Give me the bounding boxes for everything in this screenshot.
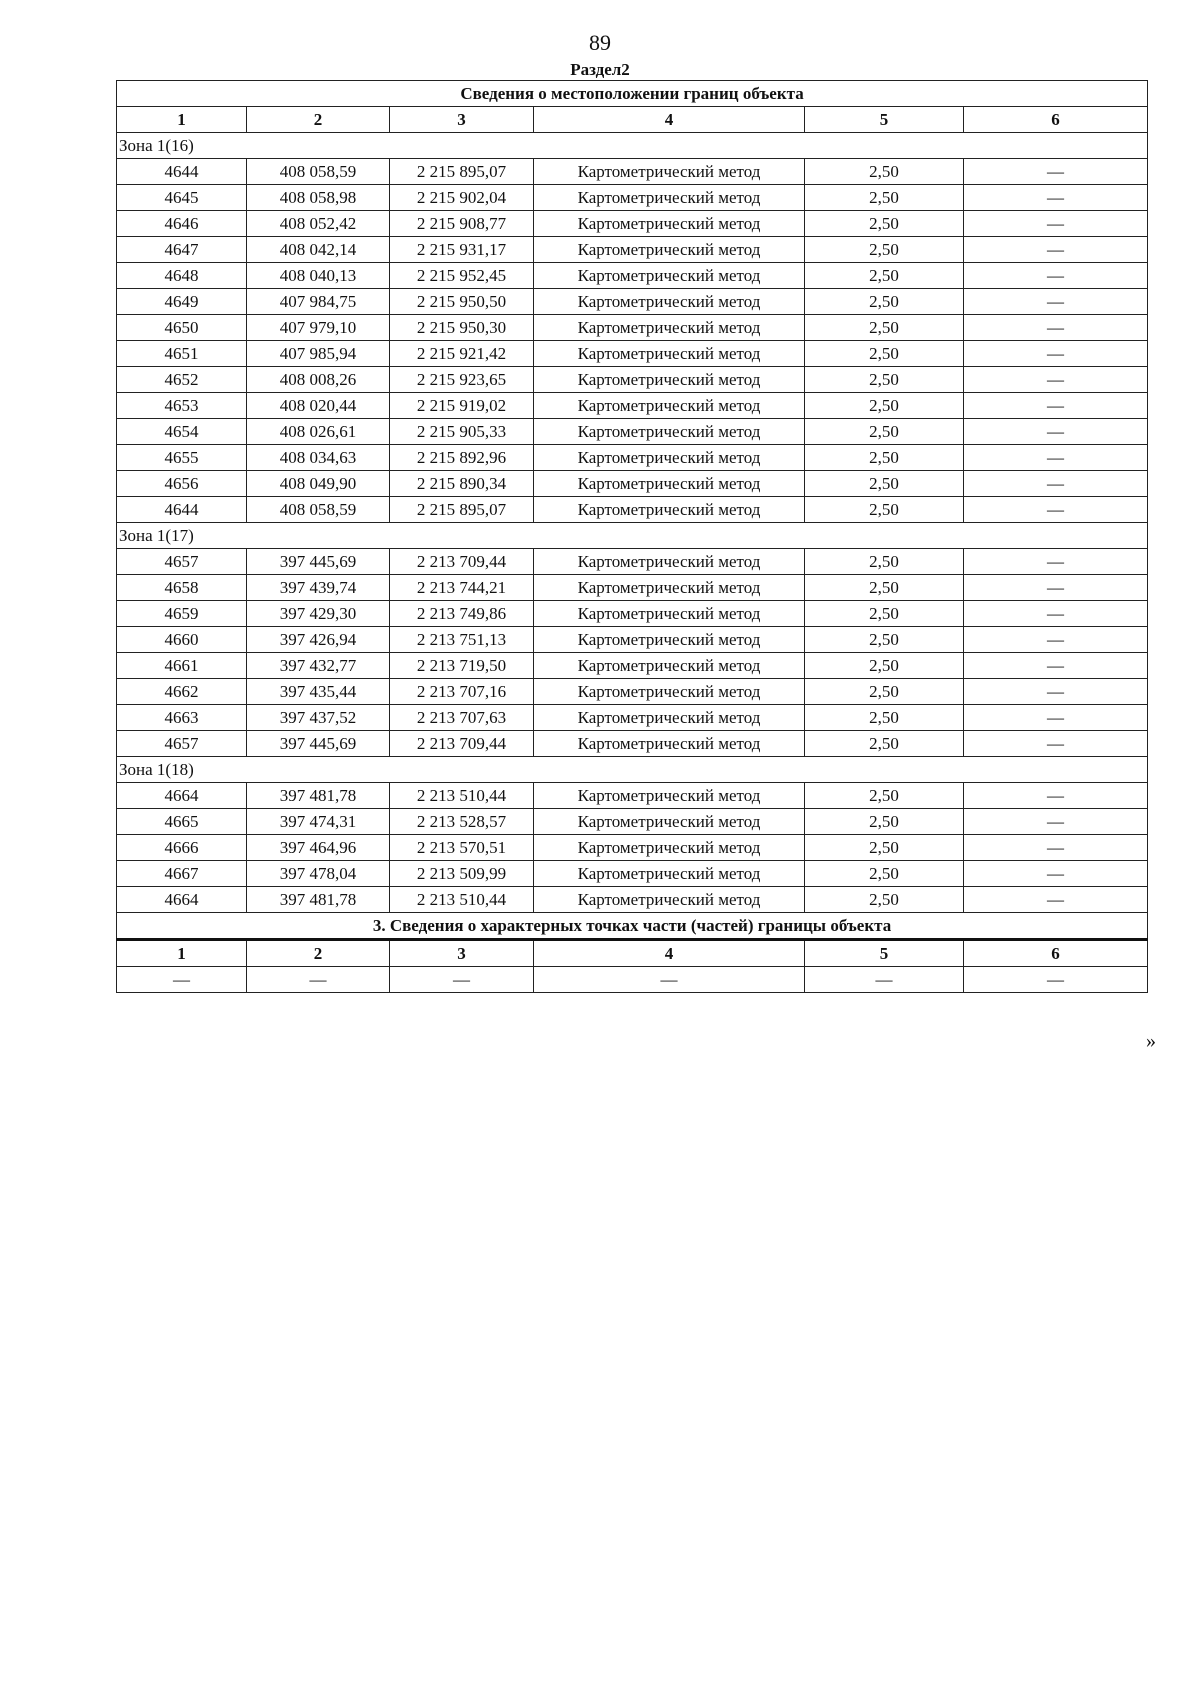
table-cell: 2,50 — [805, 393, 964, 419]
table-cell: — — [964, 601, 1148, 627]
table-cell: Картометрический метод — [534, 341, 805, 367]
table-cell: 4647 — [117, 237, 247, 263]
table-cell: 407 979,10 — [247, 315, 390, 341]
table-row — [117, 367, 1148, 393]
table-cell: Картометрический метод — [534, 419, 805, 445]
table-cell: Картометрический метод — [534, 471, 805, 497]
table-cell: — — [964, 705, 1148, 731]
table-cell: — — [964, 967, 1148, 993]
table-cell: 2,50 — [805, 471, 964, 497]
table-cell: 4652 — [117, 367, 247, 393]
table-cell: 407 984,75 — [247, 289, 390, 315]
table-cell: 397 435,44 — [247, 679, 390, 705]
table-cell: Картометрический метод — [534, 393, 805, 419]
table-cell: 408 020,44 — [247, 393, 390, 419]
table-cell: 2 215 890,34 — [390, 471, 534, 497]
table-cell: 4649 — [117, 289, 247, 315]
table-cell: 2 213 749,86 — [390, 601, 534, 627]
table-row — [117, 263, 1148, 289]
table-cell: 4656 — [117, 471, 247, 497]
table-cell: 397 481,78 — [247, 887, 390, 913]
table-cell: 397 432,77 — [247, 653, 390, 679]
table-cell: 408 058,98 — [247, 185, 390, 211]
boundary-table-body — [117, 81, 1148, 993]
table-cell: 2,50 — [805, 185, 964, 211]
table-cell: — — [964, 627, 1148, 653]
table-cell: 397 474,31 — [247, 809, 390, 835]
table-cell: — — [964, 393, 1148, 419]
table-cell: — — [964, 185, 1148, 211]
table-cell: — — [964, 159, 1148, 185]
table-cell: 2 213 709,44 — [390, 549, 534, 575]
table-cell: 4665 — [117, 809, 247, 835]
table-cell: 408 049,90 — [247, 471, 390, 497]
table-cell: — — [964, 497, 1148, 523]
table-cell: 2,50 — [805, 627, 964, 653]
table-cell: 4654 — [117, 419, 247, 445]
table-row — [117, 575, 1148, 601]
table-cell: 2,50 — [805, 887, 964, 913]
table-cell: 2,50 — [805, 575, 964, 601]
column-header: 3 — [390, 107, 534, 133]
table-cell: 397 464,96 — [247, 835, 390, 861]
table-cell: 408 052,42 — [247, 211, 390, 237]
table-cell: 408 034,63 — [247, 445, 390, 471]
table-cell: 2,50 — [805, 211, 964, 237]
zone-row — [117, 523, 1148, 549]
table-cell: 397 481,78 — [247, 783, 390, 809]
table-cell: Картометрический метод — [534, 367, 805, 393]
zone-row — [117, 757, 1148, 783]
boundary-table — [116, 80, 1148, 993]
table-cell: — — [117, 967, 247, 993]
table-cell: Картометрический метод — [534, 679, 805, 705]
table-cell: — — [964, 887, 1148, 913]
table-row — [117, 967, 1148, 993]
table-cell: 2 215 895,07 — [390, 497, 534, 523]
table-cell: 408 042,14 — [247, 237, 390, 263]
closing-quote-mark: » — [1146, 1030, 1156, 1052]
table-row — [117, 289, 1148, 315]
table-cell: — — [964, 289, 1148, 315]
table-cell: Картометрический метод — [534, 653, 805, 679]
table-cell: 2,50 — [805, 549, 964, 575]
table-cell: 4657 — [117, 731, 247, 757]
table-cell: — — [964, 809, 1148, 835]
table-cell: — — [964, 367, 1148, 393]
table-cell: 397 445,69 — [247, 731, 390, 757]
table-cell: Картометрический метод — [534, 835, 805, 861]
table-cell: 2,50 — [805, 367, 964, 393]
table-cell: 2,50 — [805, 679, 964, 705]
table-cell: 4645 — [117, 185, 247, 211]
table-cell: Картометрический метод — [534, 575, 805, 601]
table-cell: 2 213 709,44 — [390, 731, 534, 757]
table-cell: 2,50 — [805, 419, 964, 445]
table-cell: 4664 — [117, 887, 247, 913]
table-cell: 2 213 570,51 — [390, 835, 534, 861]
table-cell: 2,50 — [805, 809, 964, 835]
table-cell: 2 213 528,57 — [390, 809, 534, 835]
table-cell: — — [964, 315, 1148, 341]
table-cell: — — [247, 967, 390, 993]
column-header: 3 — [390, 940, 534, 967]
table-cell: 397 429,30 — [247, 601, 390, 627]
table-row — [117, 627, 1148, 653]
table-cell: — — [964, 549, 1148, 575]
table-cell: 2,50 — [805, 861, 964, 887]
table-cell: Картометрический метод — [534, 263, 805, 289]
table-cell: 408 008,26 — [247, 367, 390, 393]
table-cell: 2,50 — [805, 783, 964, 809]
table-cell: — — [964, 731, 1148, 757]
table-cell: 4666 — [117, 835, 247, 861]
table-cell: — — [964, 835, 1148, 861]
table-cell: Картометрический метод — [534, 211, 805, 237]
table-cell: 2 213 707,16 — [390, 679, 534, 705]
table-cell: Картометрический метод — [534, 731, 805, 757]
table-row — [117, 497, 1148, 523]
table-cell: — — [964, 263, 1148, 289]
column-header: 5 — [805, 107, 964, 133]
table-row — [117, 211, 1148, 237]
table-cell: 2 215 950,50 — [390, 289, 534, 315]
table-row — [117, 315, 1148, 341]
table-cell: — — [964, 679, 1148, 705]
table-cell: — — [964, 653, 1148, 679]
table-cell: — — [964, 341, 1148, 367]
table-row — [117, 471, 1148, 497]
table-row — [117, 185, 1148, 211]
table-cell: Картометрический метод — [534, 809, 805, 835]
column-header: 5 — [805, 940, 964, 967]
table-cell: 2,50 — [805, 835, 964, 861]
table-cell: 2 215 892,96 — [390, 445, 534, 471]
table-row — [117, 159, 1148, 185]
table-row — [117, 783, 1148, 809]
table-cell: 397 478,04 — [247, 861, 390, 887]
column-header: 2 — [247, 940, 390, 967]
table-cell: 2,50 — [805, 159, 964, 185]
table-cell: 2 213 744,21 — [390, 575, 534, 601]
zone-label: Зона 1(16) — [117, 133, 1148, 159]
table-cell: — — [964, 445, 1148, 471]
table-row — [117, 653, 1148, 679]
table-cell: 2 215 905,33 — [390, 419, 534, 445]
table-cell: 4661 — [117, 653, 247, 679]
table-row — [117, 393, 1148, 419]
table-cell: Картометрический метод — [534, 315, 805, 341]
table-cell: Картометрический метод — [534, 783, 805, 809]
table-cell: 2 213 751,13 — [390, 627, 534, 653]
table-cell: 4648 — [117, 263, 247, 289]
table-cell: 2,50 — [805, 653, 964, 679]
table-cell: 4646 — [117, 211, 247, 237]
table-row — [117, 419, 1148, 445]
table-cell: Картометрический метод — [534, 497, 805, 523]
table-cell: 2 215 902,04 — [390, 185, 534, 211]
column-header: 1 — [117, 107, 247, 133]
table-row — [117, 341, 1148, 367]
table-cell: — — [964, 237, 1148, 263]
table-cell: 2 215 952,45 — [390, 263, 534, 289]
table-cell: 2 213 510,44 — [390, 887, 534, 913]
table-cell: 407 985,94 — [247, 341, 390, 367]
table-cell: Картометрический метод — [534, 861, 805, 887]
column-header: 2 — [247, 107, 390, 133]
table-row — [117, 887, 1148, 913]
table-cell: 2,50 — [805, 289, 964, 315]
table-cell: Картометрический метод — [534, 237, 805, 263]
table-cell: 2 215 931,17 — [390, 237, 534, 263]
table-cell: — — [964, 471, 1148, 497]
table-cell: 408 040,13 — [247, 263, 390, 289]
table-cell: — — [964, 211, 1148, 237]
column-header: 4 — [534, 107, 805, 133]
table-cell: 4664 — [117, 783, 247, 809]
table-cell: 4660 — [117, 627, 247, 653]
section3-title-row — [117, 913, 1148, 940]
table-row — [117, 861, 1148, 887]
table-cell: — — [964, 419, 1148, 445]
table-cell: 408 058,59 — [247, 159, 390, 185]
table-cell: 2,50 — [805, 601, 964, 627]
column-header: 1 — [117, 940, 247, 967]
table-cell: 2,50 — [805, 315, 964, 341]
table-cell: 2 215 921,42 — [390, 341, 534, 367]
table-row — [117, 731, 1148, 757]
table-row — [117, 705, 1148, 731]
zone-label: Зона 1(18) — [117, 757, 1148, 783]
page-number: 89 — [589, 30, 611, 55]
table-cell: 2 215 950,30 — [390, 315, 534, 341]
column-header: 6 — [964, 107, 1148, 133]
table-cell: Картометрический метод — [534, 601, 805, 627]
table-cell: 4651 — [117, 341, 247, 367]
section3-header-row — [117, 940, 1148, 967]
table-row — [117, 809, 1148, 835]
table-row — [117, 549, 1148, 575]
table-cell: 408 058,59 — [247, 497, 390, 523]
table-cell: 397 439,74 — [247, 575, 390, 601]
table-cell: Картометрический метод — [534, 887, 805, 913]
column-header: 4 — [534, 940, 805, 967]
table-cell: 2,50 — [805, 705, 964, 731]
table-cell: 4657 — [117, 549, 247, 575]
table-cell: 2,50 — [805, 497, 964, 523]
table-cell: 2 215 908,77 — [390, 211, 534, 237]
zone-row — [117, 133, 1148, 159]
table-cell: Картометрический метод — [534, 549, 805, 575]
table-cell: 2,50 — [805, 445, 964, 471]
table-cell: — — [390, 967, 534, 993]
section3-title: 3. Сведения о характерных точках части (частей) границы объекта — [117, 913, 1148, 940]
table-cell: — — [805, 967, 964, 993]
table-cell: 397 445,69 — [247, 549, 390, 575]
table-cell: Картометрический метод — [534, 705, 805, 731]
table-cell: 4659 — [117, 601, 247, 627]
table-cell: 2 215 919,02 — [390, 393, 534, 419]
table-cell: Картометрический метод — [534, 289, 805, 315]
table-cell: 4662 — [117, 679, 247, 705]
table-cell: 2,50 — [805, 263, 964, 289]
table-cell: 4655 — [117, 445, 247, 471]
table-cell: 2,50 — [805, 341, 964, 367]
table-row — [117, 445, 1148, 471]
column-header: 6 — [964, 940, 1148, 967]
table-cell: Картометрический метод — [534, 445, 805, 471]
table-title-row — [117, 81, 1148, 107]
table-cell: 2,50 — [805, 731, 964, 757]
table-cell: — — [534, 967, 805, 993]
zone-label: Зона 1(17) — [117, 523, 1148, 549]
table-cell: 4663 — [117, 705, 247, 731]
table-cell: 4644 — [117, 159, 247, 185]
table-row — [117, 601, 1148, 627]
table-row — [117, 237, 1148, 263]
table-cell: 2 213 707,63 — [390, 705, 534, 731]
table-title: Сведения о местоположении границ объекта — [117, 81, 1148, 107]
table-cell: 4653 — [117, 393, 247, 419]
table-cell: 397 437,52 — [247, 705, 390, 731]
table-cell: Картометрический метод — [534, 185, 805, 211]
table-cell: 4667 — [117, 861, 247, 887]
table-cell: 408 026,61 — [247, 419, 390, 445]
table-cell: 2 215 895,07 — [390, 159, 534, 185]
table-cell: — — [964, 575, 1148, 601]
table-cell: 2 213 509,99 — [390, 861, 534, 887]
table-cell: 2 215 923,65 — [390, 367, 534, 393]
table-cell: Картометрический метод — [534, 159, 805, 185]
column-header-row — [117, 107, 1148, 133]
table-row — [117, 835, 1148, 861]
table-cell: 2,50 — [805, 237, 964, 263]
table-cell: Картометрический метод — [534, 627, 805, 653]
table-cell: 4644 — [117, 497, 247, 523]
table-cell: 2 213 510,44 — [390, 783, 534, 809]
table-cell: 4658 — [117, 575, 247, 601]
table-cell: — — [964, 783, 1148, 809]
table-cell: — — [964, 861, 1148, 887]
table-cell: 4650 — [117, 315, 247, 341]
table-cell: 2 213 719,50 — [390, 653, 534, 679]
table-row — [117, 679, 1148, 705]
table-cell: 397 426,94 — [247, 627, 390, 653]
section-label: Раздел2 — [570, 60, 630, 79]
